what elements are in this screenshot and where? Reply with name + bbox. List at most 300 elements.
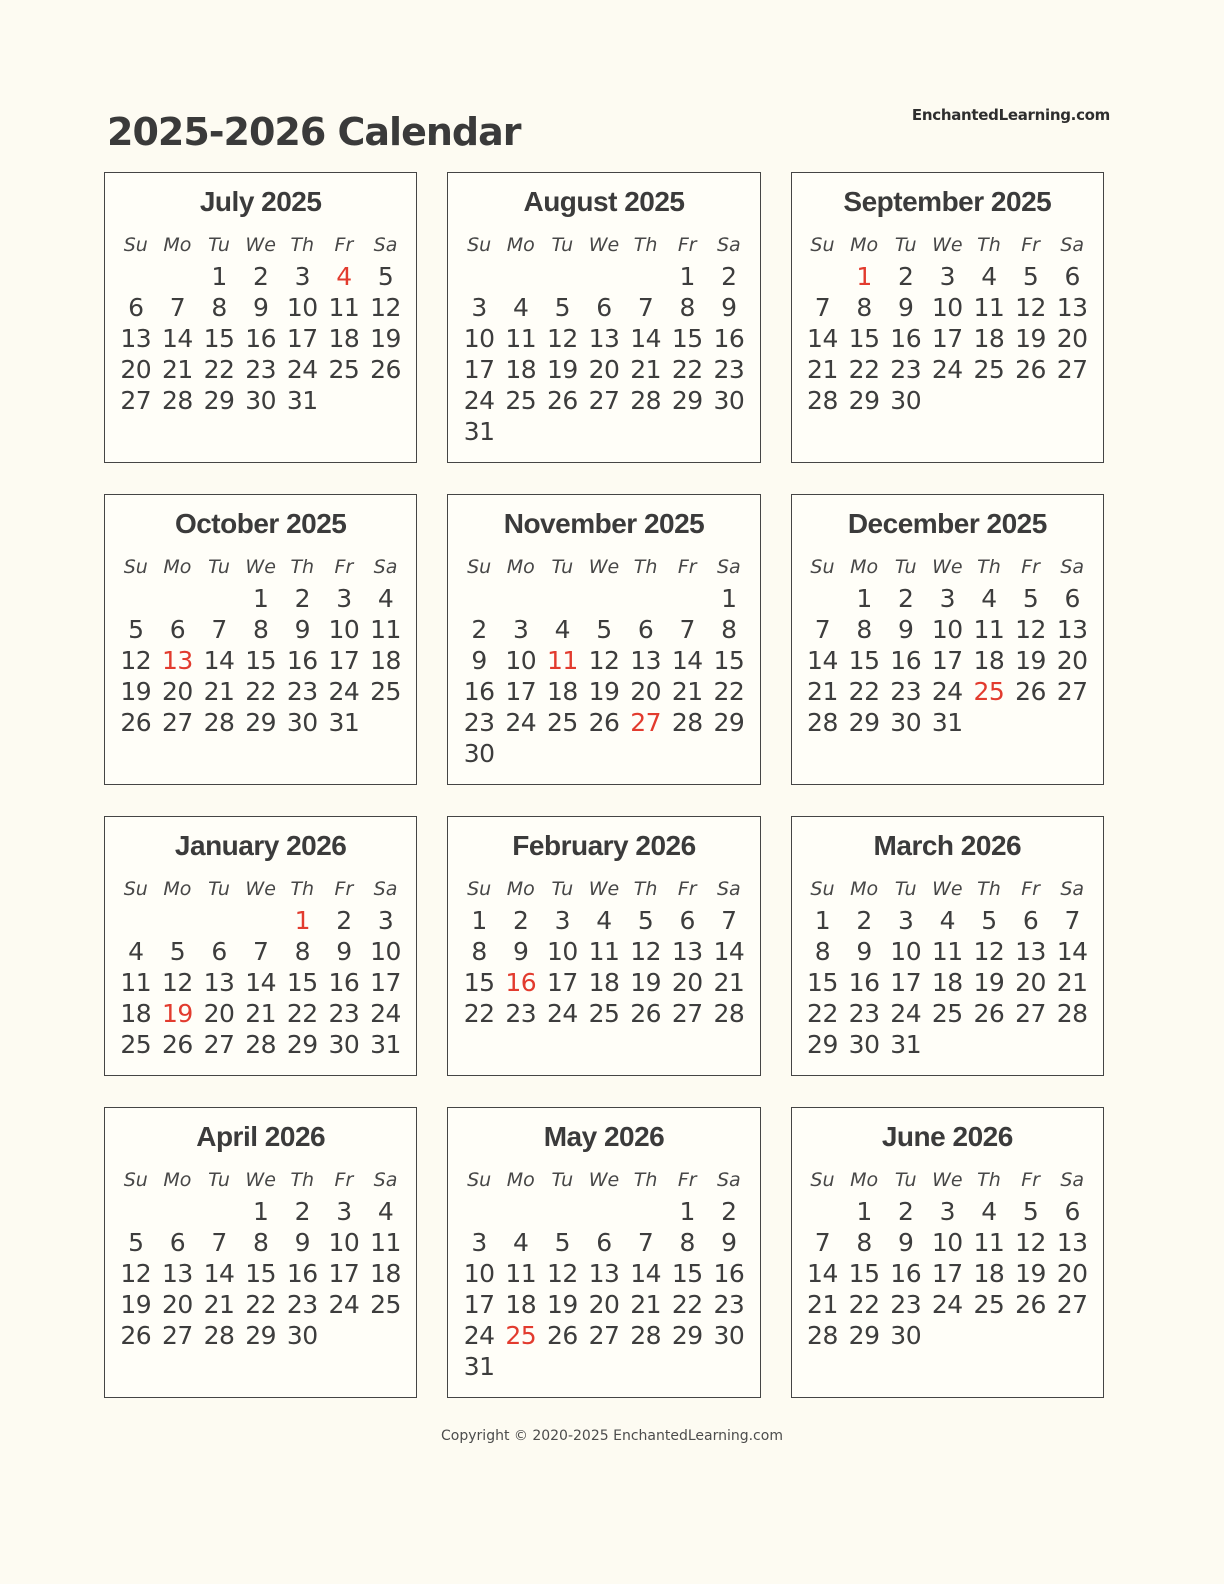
week-row [458,738,749,769]
day-cell: 11 [588,937,620,966]
day-cell: 3 [939,584,956,613]
weekday-label: Tu [551,234,574,256]
weekday-header-row [115,1166,406,1194]
day-cell: 8 [679,293,695,322]
weekday-header-row [802,875,1093,903]
week-row [115,967,406,998]
weekday-label: Su [810,234,835,256]
weekday-label: Sa [716,234,741,256]
weekday-label: Th [633,556,658,578]
day-cell: 4 [981,584,997,613]
day-cell: 8 [294,937,310,966]
weekday-label: We [932,234,963,256]
week-row [115,676,406,707]
day-cell: 13 [671,937,703,966]
day-cell: 19 [1015,646,1046,675]
day-cell: 23 [890,677,922,706]
week-row [115,645,406,676]
day-cell [802,1196,844,1227]
week-row [458,1227,749,1258]
week-row [115,998,406,1029]
day-cell: 24 [546,999,578,1028]
weekday-label: Fr [677,556,697,578]
day-cell: 27 [1056,1290,1088,1319]
weekday-label: Sa [373,556,398,578]
month-box [104,1107,417,1398]
day-cell [500,1196,542,1227]
week-row [802,614,1093,645]
day-cell: 29 [848,386,880,415]
day-cell: 7 [679,615,695,644]
weekday-header-row [802,553,1093,581]
day-cell: 22 [245,1290,277,1319]
day-cell [157,905,199,936]
day-cell: 21 [162,355,193,384]
week-row [458,292,749,323]
weekday-label: Su [123,878,148,900]
day-cell: 1 [211,262,227,291]
day-cell: 21 [630,355,661,384]
day-cell: 17 [370,968,401,997]
week-row [802,1196,1093,1227]
day-cell: 28 [1056,999,1088,1028]
week-row [115,323,406,354]
day-cell: 14 [713,937,745,966]
day-cell: 5 [128,1228,144,1257]
day-cell: 7 [637,293,654,322]
day-cell: 6 [1022,906,1039,935]
day-cell: 1 [814,906,831,935]
weekday-label: Fr [1021,878,1040,900]
day-cell: 22 [848,355,880,384]
day-cell: 19 [120,1290,152,1319]
day-cell: 9 [898,615,914,644]
day-cell: 21 [807,355,838,384]
day-cell: 27 [162,708,193,737]
day-cell: 2 [721,262,737,291]
day-cell: 24 [931,677,963,706]
day-cell: 19 [546,355,578,384]
weekday-label: Tu [208,234,230,256]
weekday-label: Mo [850,878,879,900]
weekday-label: Fr [677,878,697,900]
day-cell: 12 [370,293,401,322]
day-cell: 30 [713,1321,745,1350]
day-cell [365,1320,407,1351]
day-cell: 26 [546,386,578,415]
day-cell: 21 [671,677,703,706]
day-cell [1051,707,1093,738]
day-cell: 28 [807,386,838,415]
day-cell: 10 [463,1259,495,1288]
day-cell: 7 [637,1228,654,1257]
day-cell: 14 [630,324,661,353]
day-cell: 17 [931,646,963,675]
weekday-label: Tu [208,556,230,578]
weekday-label: Tu [551,1169,574,1191]
day-cell-holiday: 25 [973,677,1005,706]
week-row [115,261,406,292]
day-cell: 3 [939,262,956,291]
day-cell [583,261,625,292]
month-box [791,816,1104,1076]
day-cell: 5 [554,293,571,322]
day-cell: 8 [679,1228,695,1257]
day-cell: 3 [294,262,310,291]
weekday-label: Mo [850,556,879,578]
day-cell [1051,1320,1093,1351]
month-box [104,172,417,463]
day-cell: 4 [513,1228,529,1257]
day-cell: 28 [630,386,661,415]
day-cell: 18 [588,968,620,997]
weekday-label: Sa [716,1169,741,1191]
month-box [447,816,760,1076]
day-cell: 14 [630,1259,661,1288]
day-cell [458,261,500,292]
day-cell: 25 [370,677,401,706]
week-row [458,354,749,385]
day-cell-holiday: 16 [505,968,537,997]
day-cell: 8 [856,293,872,322]
week-row [458,905,749,936]
day-cell: 8 [856,615,872,644]
day-cell-holiday: 27 [630,708,661,737]
day-cell [542,416,584,447]
day-cell: 22 [848,677,880,706]
day-cell: 27 [588,386,620,415]
day-cell [198,1196,240,1227]
day-cell-holiday: 13 [162,646,193,675]
day-cell: 22 [848,1290,880,1319]
day-cell: 15 [671,324,703,353]
day-cell: 1 [856,584,872,613]
weekday-label: Fr [334,878,354,900]
day-cell: 13 [120,324,152,353]
day-cell: 3 [939,1197,956,1226]
day-cell: 16 [245,324,277,353]
day-cell: 12 [120,1259,152,1288]
day-cell [115,1196,157,1227]
weekday-header-row [458,1166,749,1194]
day-cell [583,1196,625,1227]
day-cell: 17 [890,968,922,997]
day-cell: 4 [513,293,529,322]
day-cell [1051,385,1093,416]
day-cell: 10 [931,1228,963,1257]
day-cell: 5 [554,1228,571,1257]
weekday-label: Sa [1060,1169,1085,1191]
day-cell: 2 [252,262,269,291]
day-cell: 15 [848,1259,880,1288]
day-cell [968,707,1010,738]
day-cell: 26 [1015,1290,1046,1319]
day-cell: 16 [463,677,495,706]
week-row [115,583,406,614]
day-cell: 12 [630,937,661,966]
day-cell: 19 [370,324,401,353]
week-row [802,707,1093,738]
weekday-label: Su [467,1169,492,1191]
day-cell: 13 [1056,293,1088,322]
week-row [458,323,749,354]
month-title: November 2025 [503,508,705,539]
week-row [115,905,406,936]
day-cell: 15 [848,646,880,675]
day-cell: 16 [890,646,922,675]
weekday-header-row [115,875,406,903]
week-row [802,998,1093,1029]
day-cell: 21 [1056,968,1088,997]
weekday-label: Tu [551,878,574,900]
day-cell: 2 [856,906,872,935]
day-cell: 2 [898,262,914,291]
day-cell: 4 [377,1197,394,1226]
weekday-label: Tu [551,556,574,578]
month-title: June 2026 [881,1121,1013,1152]
day-cell-holiday: 1 [856,262,872,291]
day-cell: 31 [463,1352,495,1381]
day-cell: 17 [931,324,963,353]
month-title: October 2025 [174,508,347,539]
day-cell: 24 [463,386,495,415]
day-cell: 23 [890,355,922,384]
day-cell: 7 [169,293,186,322]
weekday-label: Mo [850,234,879,256]
day-cell [666,1351,708,1382]
day-cell: 30 [713,386,745,415]
day-cell: 2 [513,906,529,935]
day-cell: 5 [377,262,394,291]
day-cell: 21 [630,1290,661,1319]
day-cell: 12 [120,646,152,675]
day-cell [583,416,625,447]
day-cell: 29 [671,386,703,415]
day-cell: 19 [120,677,152,706]
week-row [458,1320,749,1351]
day-cell: 20 [588,355,620,384]
day-cell: 19 [973,968,1005,997]
day-cell: 9 [898,1228,914,1257]
day-cell: 26 [546,1321,578,1350]
day-cell: 27 [1015,999,1046,1028]
day-cell: 2 [336,906,352,935]
day-cell: 28 [671,708,703,737]
day-cell: 18 [973,1259,1005,1288]
day-cell [625,261,667,292]
weekday-label: Th [633,1169,658,1191]
day-cell: 17 [286,324,318,353]
day-cell [458,583,500,614]
month-title: April 2026 [196,1121,326,1152]
day-cell [157,1196,199,1227]
day-cell: 26 [973,999,1005,1028]
weekday-label: Fr [677,234,697,256]
month-box [447,1107,760,1398]
day-cell: 16 [848,968,880,997]
day-cell: 21 [807,1290,838,1319]
month-title: January 2026 [174,830,347,861]
week-row [802,292,1093,323]
day-cell: 19 [546,1290,578,1319]
day-cell: 26 [162,1030,193,1059]
day-cell: 30 [286,708,318,737]
day-cell: 23 [286,677,318,706]
weekday-label: Mo [163,878,192,900]
weekday-label: Sa [373,878,398,900]
weekday-label: Mo [506,878,535,900]
day-cell: 8 [252,1228,269,1257]
day-cell: 2 [721,1197,737,1226]
day-cell [802,261,844,292]
weekday-label: Mo [506,234,535,256]
week-row [802,676,1093,707]
day-cell: 6 [211,937,227,966]
day-cell [708,416,750,447]
day-cell: 18 [120,999,152,1028]
day-cell: 2 [294,1197,310,1226]
day-cell: 6 [1064,262,1080,291]
day-cell: 30 [463,739,495,768]
day-cell: 1 [721,584,737,613]
week-row [458,676,749,707]
week-row [115,385,406,416]
day-cell: 27 [120,386,152,415]
day-cell: 12 [588,646,620,675]
day-cell: 17 [546,968,578,997]
day-cell: 30 [328,1030,360,1059]
day-cell: 21 [203,1290,235,1319]
day-cell: 25 [370,1290,401,1319]
day-cell: 22 [203,355,235,384]
day-cell: 29 [203,386,235,415]
day-cell: 2 [294,584,310,613]
day-cell: 28 [203,1321,235,1350]
day-cell: 5 [128,615,144,644]
weekday-label: Tu [208,1169,230,1191]
day-cell: 9 [294,615,310,644]
day-cell: 8 [814,937,831,966]
day-cell: 11 [973,615,1005,644]
day-cell: 25 [973,355,1005,384]
day-cell: 24 [286,355,318,384]
day-cell: 28 [245,1030,277,1059]
day-cell [542,738,584,769]
week-row [115,614,406,645]
month-box [791,494,1104,785]
day-cell: 13 [588,324,620,353]
day-cell: 7 [814,615,831,644]
day-cell: 7 [252,937,269,966]
day-cell: 10 [328,615,360,644]
day-cell: 23 [328,999,360,1028]
day-cell: 16 [286,646,318,675]
day-cell: 3 [554,906,571,935]
week-row [115,707,406,738]
week-row [802,1227,1093,1258]
day-cell: 25 [588,999,620,1028]
day-cell: 15 [807,968,838,997]
day-cell: 31 [890,1030,922,1059]
month-box [447,494,760,785]
day-cell [115,583,157,614]
day-cell: 12 [546,324,578,353]
day-cell: 25 [931,999,963,1028]
day-cell: 11 [370,615,401,644]
site-link[interactable]: EnchantedLearning.com [911,106,1110,124]
day-cell: 9 [294,1228,310,1257]
day-cell: 12 [1015,615,1046,644]
week-row [458,936,749,967]
day-cell: 20 [1056,1259,1088,1288]
day-cell [323,385,365,416]
day-cell: 3 [377,906,394,935]
day-cell [500,1351,542,1382]
day-cell: 13 [588,1259,620,1288]
day-cell: 16 [890,1259,922,1288]
month-title: March 2026 [873,830,1022,861]
day-cell: 15 [203,324,235,353]
day-cell: 5 [1022,1197,1039,1226]
month-title: August 2025 [523,186,685,217]
weekday-label: Th [977,234,1001,256]
day-cell: 24 [370,999,401,1028]
day-cell [542,583,584,614]
month-title: July 2025 [199,186,322,217]
day-cell: 5 [169,937,186,966]
weekday-label: Su [810,1169,835,1191]
day-cell: 30 [890,1321,922,1350]
day-cell: 19 [1015,1259,1046,1288]
weekday-label: Mo [506,1169,535,1191]
day-cell [157,583,199,614]
week-row [458,261,749,292]
day-cell [666,738,708,769]
day-cell: 24 [931,1290,963,1319]
day-cell: 16 [713,1259,745,1288]
day-cell: 12 [162,968,193,997]
day-cell: 1 [679,262,695,291]
weekday-label: We [588,878,620,900]
day-cell: 30 [286,1321,318,1350]
day-cell: 23 [245,355,277,384]
day-cell: 27 [1056,355,1088,384]
weekday-label: We [245,878,276,900]
weekday-label: Su [467,234,492,256]
day-cell: 31 [463,417,495,446]
week-row [115,1227,406,1258]
day-cell: 17 [931,1259,963,1288]
day-cell: 28 [630,1321,661,1350]
day-cell: 9 [513,937,529,966]
day-cell: 22 [713,677,745,706]
day-cell [625,1196,667,1227]
day-cell [968,385,1010,416]
day-cell: 28 [807,708,838,737]
weekday-label: Mo [163,1169,192,1191]
day-cell: 18 [505,1290,537,1319]
day-cell: 13 [203,968,235,997]
day-cell: 16 [328,968,360,997]
week-row [802,905,1093,936]
day-cell: 31 [286,386,318,415]
day-cell: 24 [505,708,537,737]
day-cell: 26 [1015,677,1046,706]
day-cell: 14 [807,646,838,675]
day-cell-holiday: 4 [336,262,352,291]
week-row [802,354,1093,385]
day-cell [323,1320,365,1351]
